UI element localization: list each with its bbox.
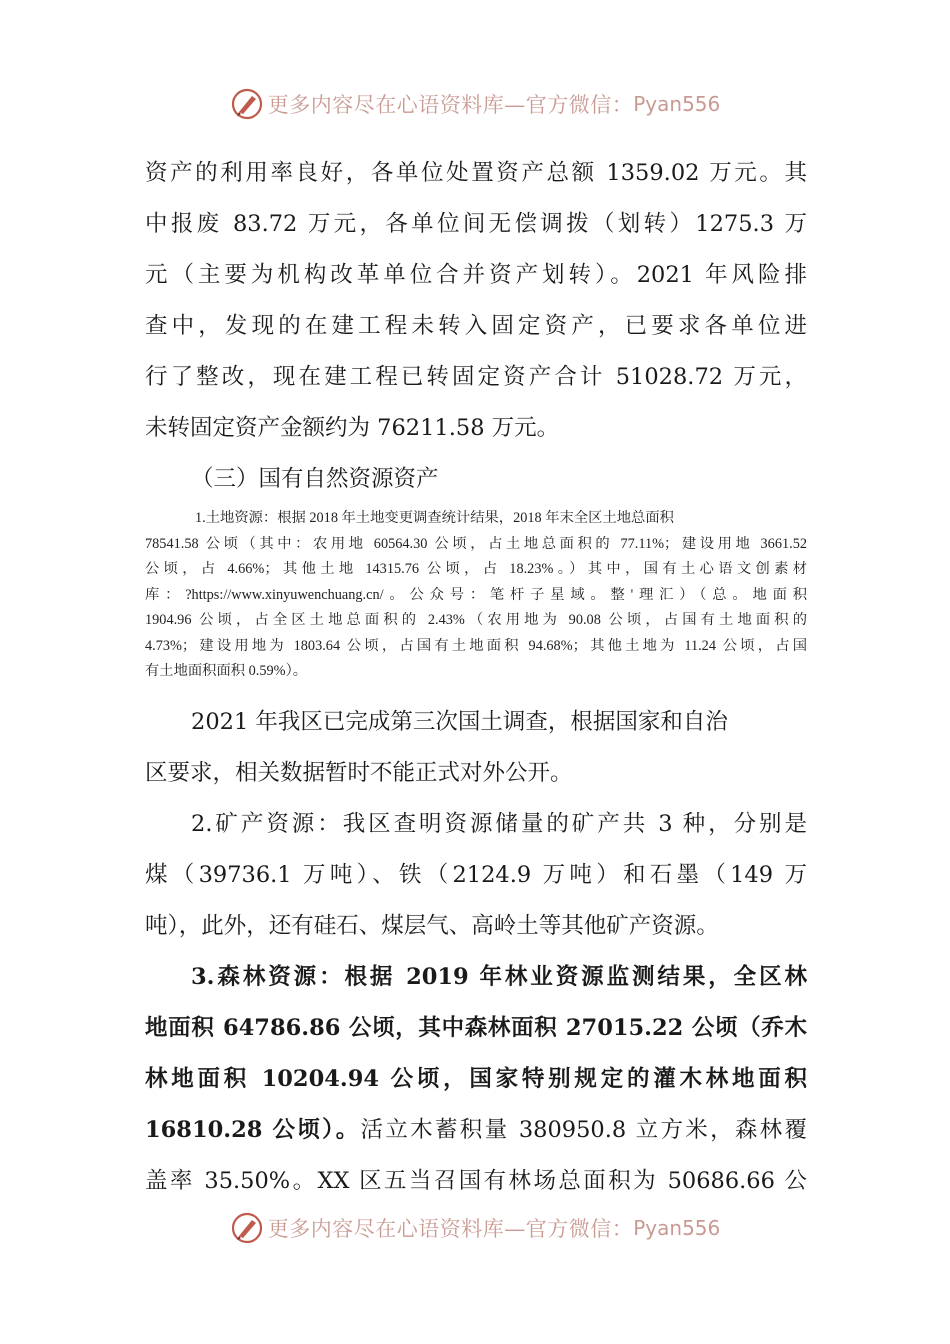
text-line: 行了整改，现在建工程已转固定资产合计 51028.72 万元，	[145, 364, 807, 390]
paragraph-land-census	[145, 697, 807, 799]
text-line: 1.土地资源：根据 2018 年土地变更调查统计结果，2018 年末全区土地总面积	[195, 510, 674, 526]
watermark-text: 更多内容尽在心语资料库—官方微信：	[267, 1217, 634, 1241]
text-line: 2021 年我区已完成第三次国土调查，根据国家和自治	[191, 708, 728, 735]
text-line: 4.73%；建设用地为 1803.64 公顷，占国有土地面积 94.68%；其他土地为 11.24 公顷，占国	[145, 637, 807, 654]
text-line: 地面积 64786.86 公顷，其中森林面积 27015.22 公顷（乔木	[145, 1014, 807, 1041]
text-line: 资产的利用率良好，各单位处置资产总额 1359.02 万元。其	[145, 160, 807, 186]
section-heading: （三）国有自然资源资产	[191, 466, 439, 492]
watermark-header	[0, 84, 950, 124]
text-line: 2.矿产资源：我区查明资源储量的矿产共 3 种，分别是	[191, 810, 807, 837]
text-line: 盖率 35.50%。XX 区五当召国有林场总面积为 50686.66 公	[145, 1167, 807, 1194]
watermark-wechat-id: Pyan556	[633, 92, 721, 116]
text-line: 区要求，相关数据暂时不能正式对外公开。	[145, 759, 573, 786]
text-line: 公顷，占 4.66%；其他土地 14315.76 公顷，占 18.23%。）其中，国有土心语文创素材	[145, 561, 807, 577]
text-line	[145, 1105, 807, 1156]
paragraph-asset-disposal	[145, 148, 807, 454]
watermark-text: 更多内容尽在心语资料库—官方微信：	[267, 93, 634, 117]
plain-segment: 活立木蓄积量 380950.8 立方米，森林覆	[360, 1116, 807, 1143]
paragraph-mineral-resources	[145, 799, 807, 952]
paragraph-land-resources	[145, 506, 807, 685]
pen-logo-icon	[230, 87, 264, 121]
text-line: 中报废 83.72 万元，各单位间无偿调拨（划转）1275.3 万	[145, 211, 807, 237]
watermark-wechat-id: Pyan556	[633, 1216, 721, 1240]
text-line: 元（主要为机构改革单位合并资产划转）。2021 年风险排	[145, 262, 807, 288]
bold-segment: 16810.28 公顷）。	[145, 1116, 361, 1143]
text-line: 查中，发现的在建工程未转入固定资产，已要求各单位进	[145, 313, 807, 339]
text-line: 煤（39736.1 万吨）、铁（2124.9 万吨）和石墨（149 万	[145, 861, 807, 888]
text-line: 有土地面积面积 0.59%）。	[145, 663, 308, 679]
text-line: 吨），此外，还有硅石、煤层气、高岭土等其他矿产资源。	[145, 912, 719, 939]
paragraph-forest-resources	[145, 952, 807, 1207]
pen-logo-icon	[230, 1211, 264, 1245]
text-line: 3.森林资源：根据 2019 年林业资源监测结果，全区林	[191, 963, 807, 990]
text-line: 林地面积 10204.94 公顷，国家特别规定的灌木林地面积	[145, 1065, 807, 1092]
watermark-footer	[0, 1208, 950, 1248]
document-body	[145, 148, 807, 1207]
text-line: 库：?https://www.xinyuwenchuang.cn/。公众号：笔杆子星域。整'理汇）（总。地面积	[145, 586, 807, 603]
text-line: 1904.96 公顷，占全区土地总面积的 2.43%（农用地为 90.08 公顷，占国有土地面积的	[145, 612, 807, 628]
text-line: 未转固定资产金额约为 76211.58 万元。	[145, 415, 560, 441]
text-line: 78541.58 公顷（其中：农用地 60564.30 公顷，占土地总面积的 77.11%；建设用地 3661.52	[145, 535, 807, 552]
